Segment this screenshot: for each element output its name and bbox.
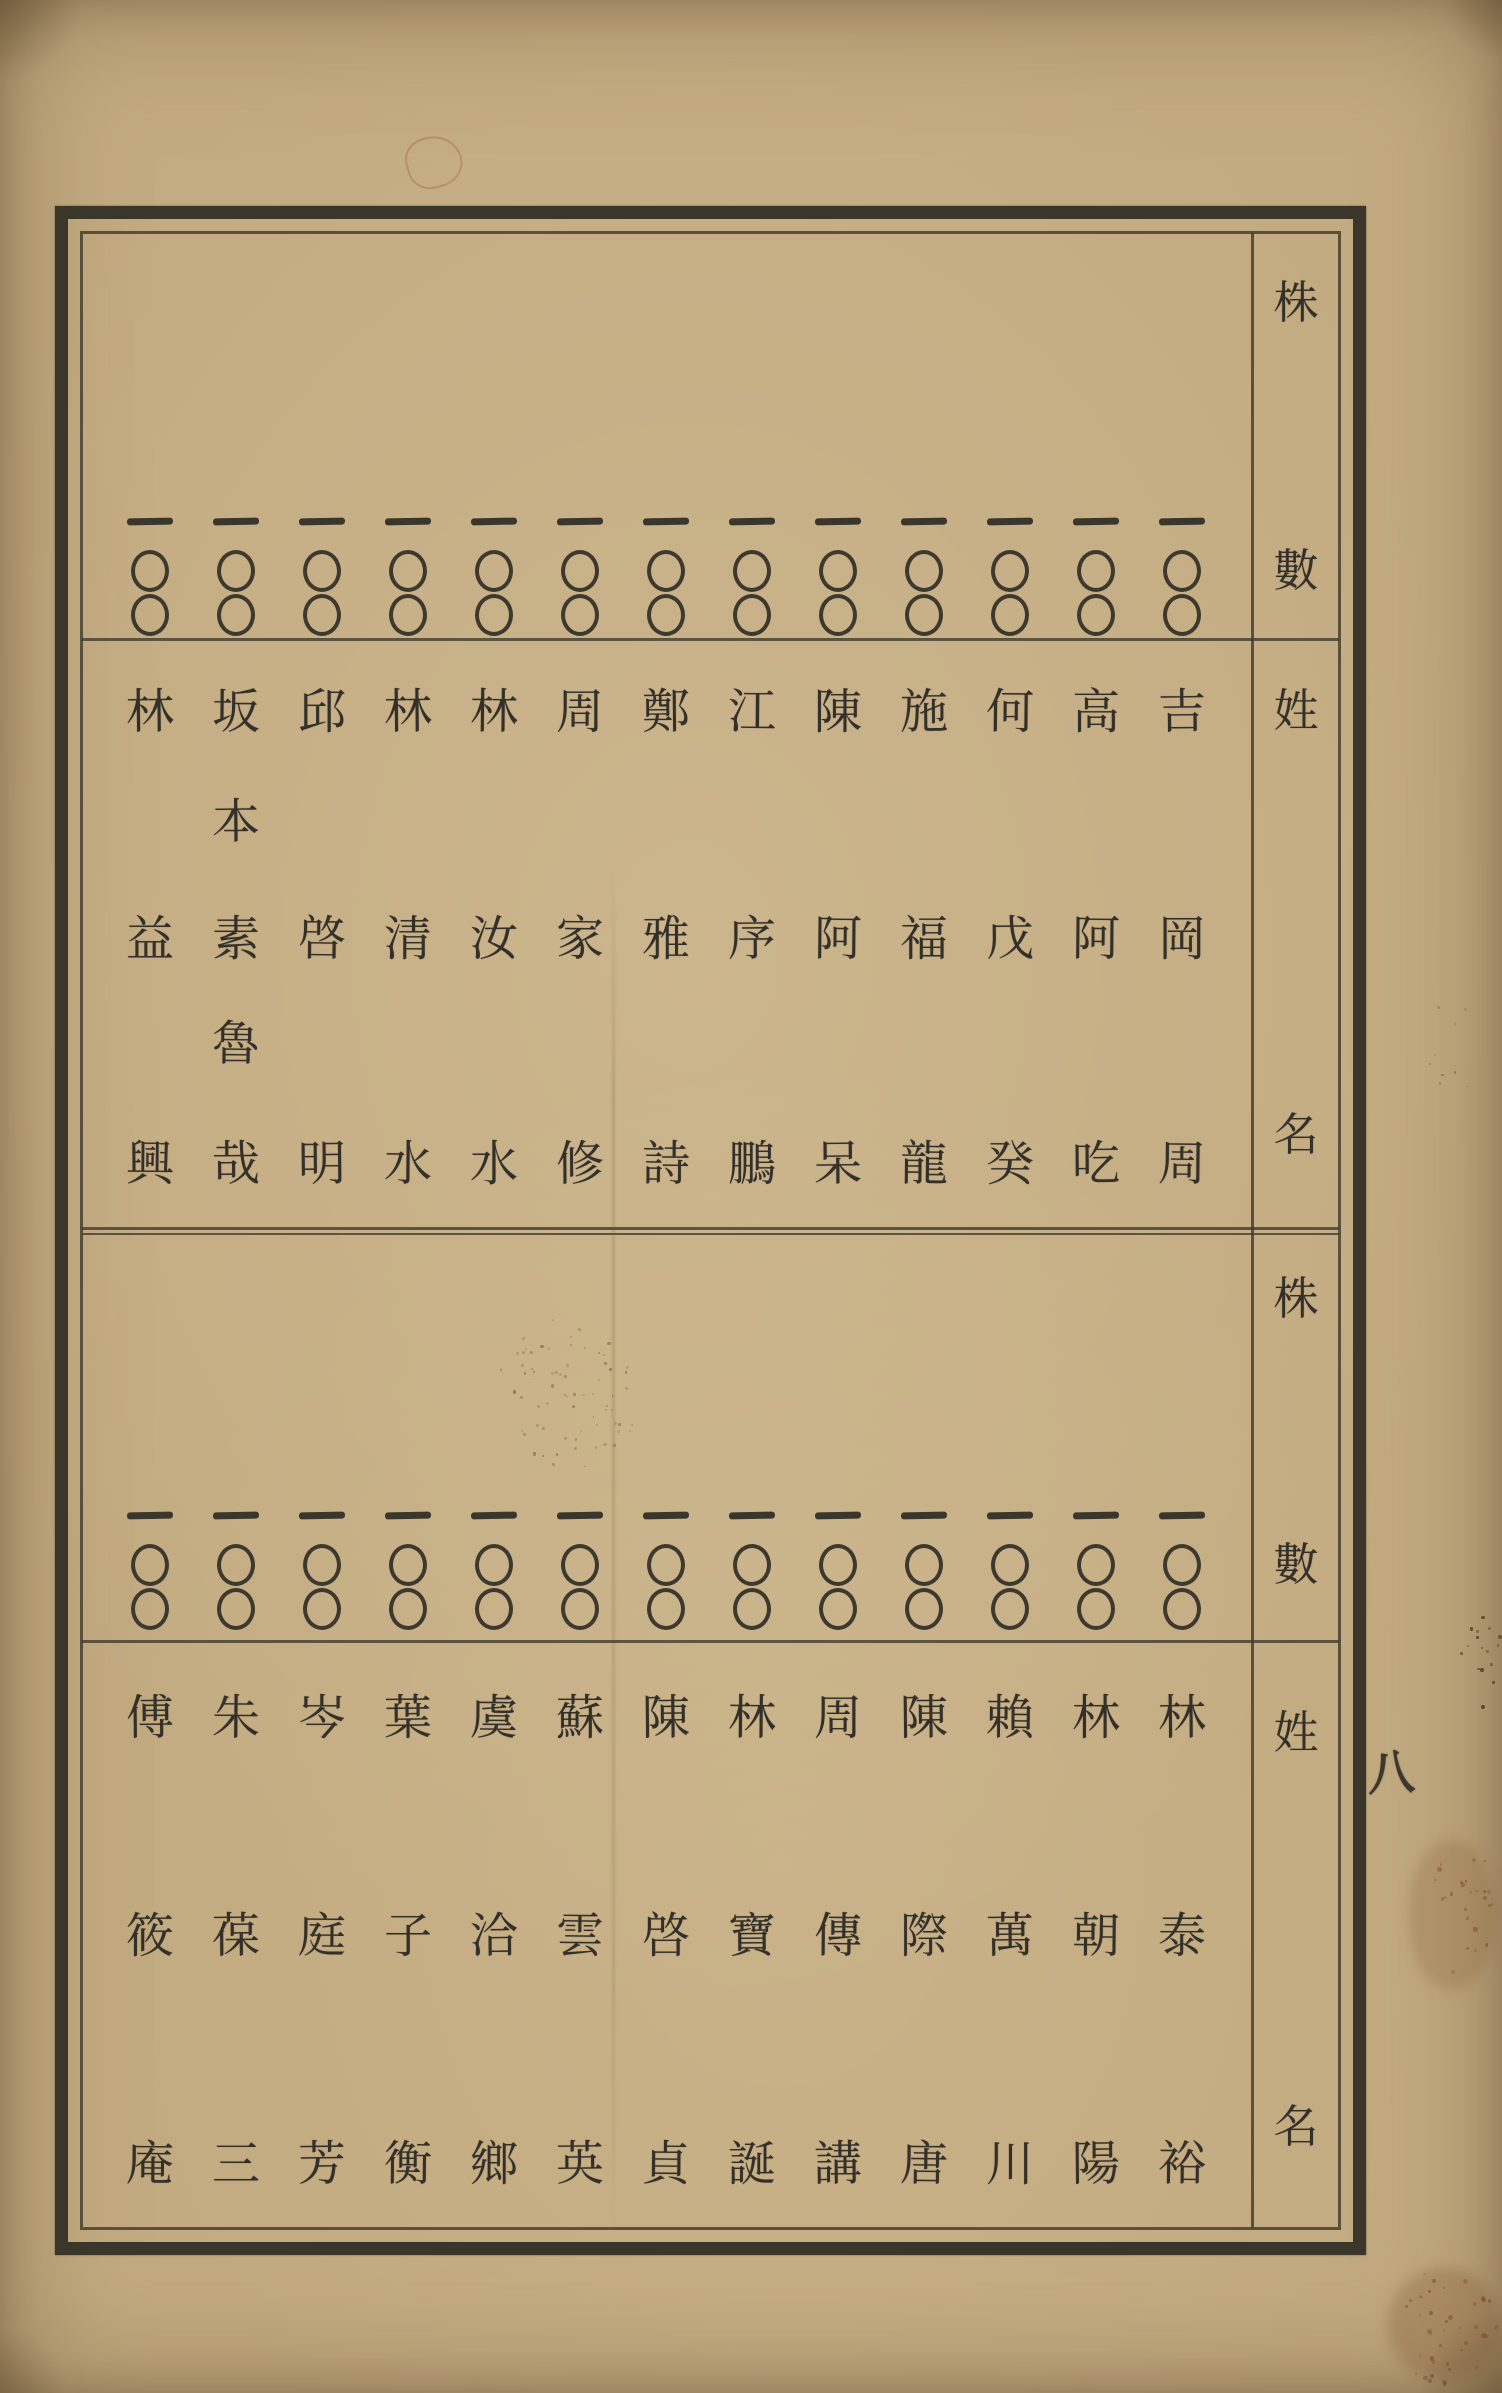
speckle-dot <box>1486 1650 1488 1652</box>
shareholder-name-char: 川 <box>986 2136 1035 2192</box>
shareholder-name-char: 朝 <box>1071 1907 1121 1965</box>
shareholder-name-char: 蘇 <box>556 1690 605 1746</box>
band-divider-line <box>82 1233 1339 1235</box>
shareholder-name-char: 魯 <box>211 1015 261 1073</box>
header-name-sei-band-1: 姓 <box>1273 684 1319 737</box>
shareholder-name-char: 何 <box>985 683 1035 741</box>
shareholder-name-char: 林 <box>125 683 175 741</box>
share-count-zero-circle <box>561 1588 599 1630</box>
shareholder-name-char: 岑 <box>298 1690 347 1746</box>
speckle-dot <box>1460 1881 1463 1884</box>
speckle-dot <box>525 1348 527 1350</box>
header-shares-su-band-1: 數 <box>1273 544 1319 597</box>
shareholder-name-char: 陳 <box>814 684 863 740</box>
share-count-zero-circle <box>1077 594 1115 636</box>
shareholder-name-char: 萬 <box>985 1907 1035 1965</box>
shareholder-name-char: 家 <box>555 910 605 968</box>
speckle-dot <box>524 1372 526 1374</box>
speckle-dot <box>1466 1947 1469 1950</box>
shareholder-name-char: 講 <box>813 2135 863 2193</box>
shareholder-name-char: 江 <box>727 683 777 741</box>
shareholder-name-char: 陽 <box>1071 2135 1121 2193</box>
shareholder-name-char: 庵 <box>125 2135 175 2193</box>
share-count-one-bar <box>901 518 947 526</box>
speckle-dot <box>1464 2341 1468 2345</box>
shareholder-name-char: 鄭 <box>641 683 691 741</box>
speckle-dot <box>1428 2379 1432 2383</box>
shareholder-name-char: 陳 <box>641 1689 691 1747</box>
header-column-divider <box>1251 233 1254 2228</box>
speckle-dot <box>574 1447 577 1450</box>
paper-crease <box>612 850 615 2240</box>
shareholder-name-char: 水 <box>470 1136 519 1192</box>
shareholder-name-char: 林 <box>469 683 519 741</box>
share-count-one-bar <box>643 518 689 526</box>
speckle-dot <box>1464 1008 1467 1011</box>
shareholder-name-char: 周 <box>1157 1135 1207 1193</box>
shareholder-name-char: 啓 <box>642 1908 691 1964</box>
speckle-dot <box>1451 1970 1455 1974</box>
shareholder-name-char: 庭 <box>297 1907 347 1965</box>
speckle-dot <box>1477 1668 1479 1670</box>
shareholder-name-char: 芳 <box>297 2135 347 2193</box>
shareholder-name-char: 阿 <box>813 910 863 968</box>
speckle-dot <box>1498 1635 1502 1639</box>
speckle-dot <box>1423 2376 1427 2380</box>
shareholder-name-char: 賴 <box>985 1689 1035 1747</box>
shareholder-name-char: 水 <box>383 1135 433 1193</box>
shareholder-name-char: 雅 <box>642 911 691 967</box>
speckle-dot <box>1432 2279 1436 2283</box>
speckle-dot <box>1429 2311 1433 2315</box>
speckle-dot <box>1461 1883 1465 1887</box>
share-count-one-bar <box>127 518 173 526</box>
speckle-dot <box>1470 1627 1473 1630</box>
speckle-dot <box>1446 2362 1450 2366</box>
speckle-dot <box>1441 1074 1444 1077</box>
speckle-dot <box>1473 1927 1478 1932</box>
speckle-dot <box>1474 2325 1478 2329</box>
speckle-dot <box>1432 2360 1435 2363</box>
shareholder-name-char: 洽 <box>469 1907 519 1965</box>
speckle-dot <box>1485 1943 1489 1947</box>
speckle-dot <box>1467 1645 1469 1647</box>
shareholder-name-char: 泰 <box>1158 1908 1207 1964</box>
speckle-dot <box>1469 1891 1472 1894</box>
shareholder-name-char: 汝 <box>469 910 519 968</box>
speckle-dot <box>1476 1636 1479 1639</box>
shareholder-name-char: 三 <box>212 2136 261 2192</box>
share-count-zero-circle <box>303 1588 341 1630</box>
shareholder-name-char: 吉 <box>1157 683 1207 741</box>
speckle-dot <box>1454 1071 1456 1073</box>
speckle-dot <box>1460 1652 1463 1655</box>
share-count-one-bar <box>557 1512 603 1520</box>
speckle-dot <box>1481 1705 1485 1709</box>
share-count-one-bar <box>987 518 1033 526</box>
shareholder-name-char: 本 <box>211 793 261 851</box>
shareholder-name-char: 興 <box>125 1135 175 1193</box>
speckle-dot <box>1484 1860 1487 1863</box>
speckle-dot <box>607 1342 610 1345</box>
header-shares-su-band-2: 數 <box>1273 1538 1319 1591</box>
shareholder-name-char: 呆 <box>813 1135 863 1193</box>
speckle-dot <box>1466 1086 1468 1088</box>
shareholder-name-char: 周 <box>814 1690 863 1746</box>
share-count-zero-circle <box>1077 1588 1115 1630</box>
speckle-dot <box>593 1416 595 1418</box>
shareholder-name-char: 誕 <box>728 2136 777 2192</box>
share-count-one-bar <box>385 518 431 526</box>
share-count-zero-circle <box>1077 1544 1115 1586</box>
share-count-one-bar <box>1073 1512 1119 1520</box>
header-shares-kabu-band-1: 株 <box>1273 276 1319 329</box>
shareholder-name-char: 衡 <box>383 2135 433 2193</box>
speckle-dot <box>1409 2299 1412 2302</box>
speckle-dot <box>521 1430 523 1432</box>
shareholder-name-char: 朱 <box>211 1689 261 1747</box>
shareholder-name-char: 序 <box>727 910 777 968</box>
speckle-dot <box>598 1352 600 1354</box>
shareholder-name-char: 吃 <box>1071 1135 1121 1193</box>
shareholder-name-char: 阿 <box>1071 910 1121 968</box>
shareholder-name-char: 修 <box>555 1135 605 1193</box>
shareholder-name-char: 英 <box>555 2135 605 2193</box>
speckle-dot <box>573 1393 576 1396</box>
shareholder-name-char: 明 <box>297 1135 347 1193</box>
speckle-dot <box>1497 1644 1499 1646</box>
speckle-dot <box>1488 1627 1491 1630</box>
share-count-one-bar <box>385 1512 431 1520</box>
share-count-one-bar <box>1073 518 1119 526</box>
speckle-dot <box>1492 1681 1495 1684</box>
shareholder-name-char: 唐 <box>899 2135 949 2193</box>
shareholder-name-char: 哉 <box>211 1135 261 1193</box>
speckle-dot <box>604 1362 606 1364</box>
speckle-dot <box>1491 1903 1493 1905</box>
folio-number: 八 <box>1366 1744 1416 1803</box>
speckle-dot <box>546 1402 549 1405</box>
shareholder-name-char: 裕 <box>1157 2135 1207 2193</box>
header-name-mei-band-2: 名 <box>1273 2100 1319 2153</box>
shareholder-name-char: 林 <box>1157 1689 1207 1747</box>
share-count-one-bar <box>127 1512 173 1520</box>
shareholder-name-char: 寶 <box>727 1907 777 1965</box>
share-count-one-bar <box>729 1512 775 1520</box>
speckle-dot <box>522 1351 525 1354</box>
shareholder-name-char: 戊 <box>985 910 1035 968</box>
speckle-dot <box>516 1352 519 1355</box>
share-count-zero-circle <box>819 1544 857 1586</box>
speckle-dot <box>1481 2333 1485 2337</box>
shareholder-name-char: 邱 <box>298 684 347 740</box>
share-count-one-bar <box>471 518 517 526</box>
share-count-one-bar <box>213 1512 259 1520</box>
speckle-dot <box>1475 2366 1477 2368</box>
shareholder-name-char: 啓 <box>297 910 347 968</box>
speckle-dot <box>536 1424 539 1427</box>
speckle-dot <box>1445 2320 1448 2323</box>
speckle-dot <box>513 1390 516 1393</box>
share-count-one-bar <box>643 1512 689 1520</box>
shareholder-name-char: 鄉 <box>470 2136 519 2192</box>
speckle-dot <box>552 1463 555 1466</box>
shareholder-name-char: 傅 <box>125 1689 175 1747</box>
speckle-dot <box>1483 1890 1486 1893</box>
speckle-dot <box>1434 1879 1437 1882</box>
speckle-dot <box>1450 1892 1454 1896</box>
share-count-zero-circle <box>561 594 599 636</box>
shareholder-name-char: 癸 <box>986 1136 1035 1192</box>
header-shares-kabu-band-2: 株 <box>1273 1272 1319 1325</box>
speckle-dot <box>1439 1082 1441 1084</box>
share-count-zero-circle <box>561 550 599 592</box>
share-count-one-bar <box>299 1512 345 1520</box>
shareholder-name-char: 素 <box>212 911 261 967</box>
table-inner-border <box>80 231 1341 2230</box>
speckle-dot <box>614 1422 617 1425</box>
speckle-dot <box>1476 1630 1479 1633</box>
speckle-dot <box>1437 1867 1441 1871</box>
shareholder-name-char: 葉 <box>383 1689 433 1747</box>
speckle-dot <box>1448 2368 1451 2371</box>
shareholder-name-char: 葆 <box>211 1907 261 1965</box>
share-count-zero-circle <box>819 1588 857 1630</box>
share-count-one-bar <box>901 1512 947 1520</box>
speckle-dot <box>1439 2344 1442 2347</box>
speckle-dot <box>625 1371 628 1374</box>
share-count-zero-circle <box>303 594 341 636</box>
shareholder-name-char: 貞 <box>641 2135 691 2193</box>
share-count-zero-circle <box>819 594 857 636</box>
speckle-dot <box>542 1427 545 1430</box>
speckle-dot <box>1454 1023 1456 1025</box>
band-divider-line <box>82 1227 1339 1230</box>
share-count-one-bar <box>987 1512 1033 1520</box>
speckle-dot <box>564 1375 567 1378</box>
corner-stain <box>1388 2268 1500 2380</box>
speckle-dot <box>555 1371 558 1374</box>
share-count-one-bar <box>299 518 345 526</box>
shareholder-name-char: 岡 <box>1158 911 1207 967</box>
share-count-one-bar <box>471 1512 517 1520</box>
share-count-rule-band-2 <box>82 1640 1339 1643</box>
speckle-dot <box>596 1424 598 1426</box>
speckle-dot <box>1448 2315 1453 2320</box>
shareholder-name-char: 周 <box>556 684 605 740</box>
speckle-dot <box>1429 1063 1432 1066</box>
speckle-dot <box>570 1336 572 1338</box>
speckle-dot <box>626 1366 629 1369</box>
speckle-dot <box>1481 1616 1484 1619</box>
shareholder-name-char: 益 <box>126 911 175 967</box>
speckle-dot <box>533 1452 536 1455</box>
margin-stain <box>1408 1840 1496 1990</box>
speckle-dot <box>575 1438 577 1440</box>
share-count-one-bar <box>213 518 259 526</box>
speckle-dot <box>556 1453 559 1456</box>
share-count-one-bar <box>1159 1512 1205 1520</box>
speckle-dot <box>603 1443 606 1446</box>
shareholder-name-char: 詩 <box>641 1135 691 1193</box>
speckle-dot <box>1488 2299 1491 2302</box>
speckle-dot <box>521 1364 523 1366</box>
speckle-dot <box>1480 1668 1484 1672</box>
shareholder-name-char: 施 <box>899 683 949 741</box>
speckle-dot <box>1481 1647 1483 1649</box>
share-count-zero-circle <box>303 1544 341 1586</box>
shareholder-name-char: 筱 <box>126 1908 175 1964</box>
header-name-mei-band-1: 名 <box>1273 1108 1319 1161</box>
shareholder-name-char: 際 <box>900 1908 949 1964</box>
speckle-dot <box>1440 1863 1442 1865</box>
speckle-dot <box>1415 2373 1417 2375</box>
speckle-dot <box>1430 2374 1434 2378</box>
speckle-dot <box>1490 1663 1493 1666</box>
speckle-dot <box>542 1455 544 1457</box>
shareholder-name-char: 雲 <box>555 1907 605 1965</box>
speckle-dot <box>1405 2305 1408 2308</box>
shareholder-name-char: 林 <box>383 683 433 741</box>
share-count-one-bar <box>557 518 603 526</box>
speckle-dot <box>559 1373 562 1376</box>
share-count-one-bar <box>1159 518 1205 526</box>
speckle-dot <box>551 1384 554 1387</box>
shareholder-name-char: 高 <box>1072 684 1121 740</box>
share-count-zero-circle <box>1077 550 1115 592</box>
speckle-dot <box>625 1387 628 1390</box>
speckle-dot <box>603 1354 605 1356</box>
shareholder-name-char: 傳 <box>813 1907 863 1965</box>
speckle-dot <box>606 1405 608 1407</box>
share-count-zero-circle <box>819 550 857 592</box>
share-count-one-bar <box>815 1512 861 1520</box>
shareholder-name-char: 鵬 <box>728 1136 777 1192</box>
ink-squiggle-stain <box>400 129 468 194</box>
shareholder-name-char: 子 <box>384 1908 433 1964</box>
shareholder-name-char: 林 <box>1072 1690 1121 1746</box>
shareholder-name-char: 福 <box>900 911 949 967</box>
header-name-sei-band-2: 姓 <box>1273 1706 1319 1759</box>
shareholder-name-char: 虞 <box>469 1689 519 1747</box>
shareholder-name-char: 林 <box>727 1689 777 1747</box>
shareholder-name-char: 龍 <box>899 1135 949 1193</box>
shareholder-name-char: 陳 <box>899 1689 949 1747</box>
share-count-one-bar <box>815 518 861 526</box>
share-count-rule-band-1 <box>82 638 1339 641</box>
shareholder-name-char: 坂 <box>211 683 261 741</box>
speckle-dot <box>1437 1006 1440 1009</box>
share-count-zero-circle <box>561 1544 599 1586</box>
speckle-dot <box>611 1409 613 1411</box>
speckle-dot <box>1419 2314 1421 2316</box>
speckle-dot <box>540 1345 543 1348</box>
share-count-one-bar <box>729 518 775 526</box>
share-count-zero-circle <box>303 550 341 592</box>
speckle-dot <box>1434 1054 1436 1056</box>
shareholder-name-char: 清 <box>384 911 433 967</box>
